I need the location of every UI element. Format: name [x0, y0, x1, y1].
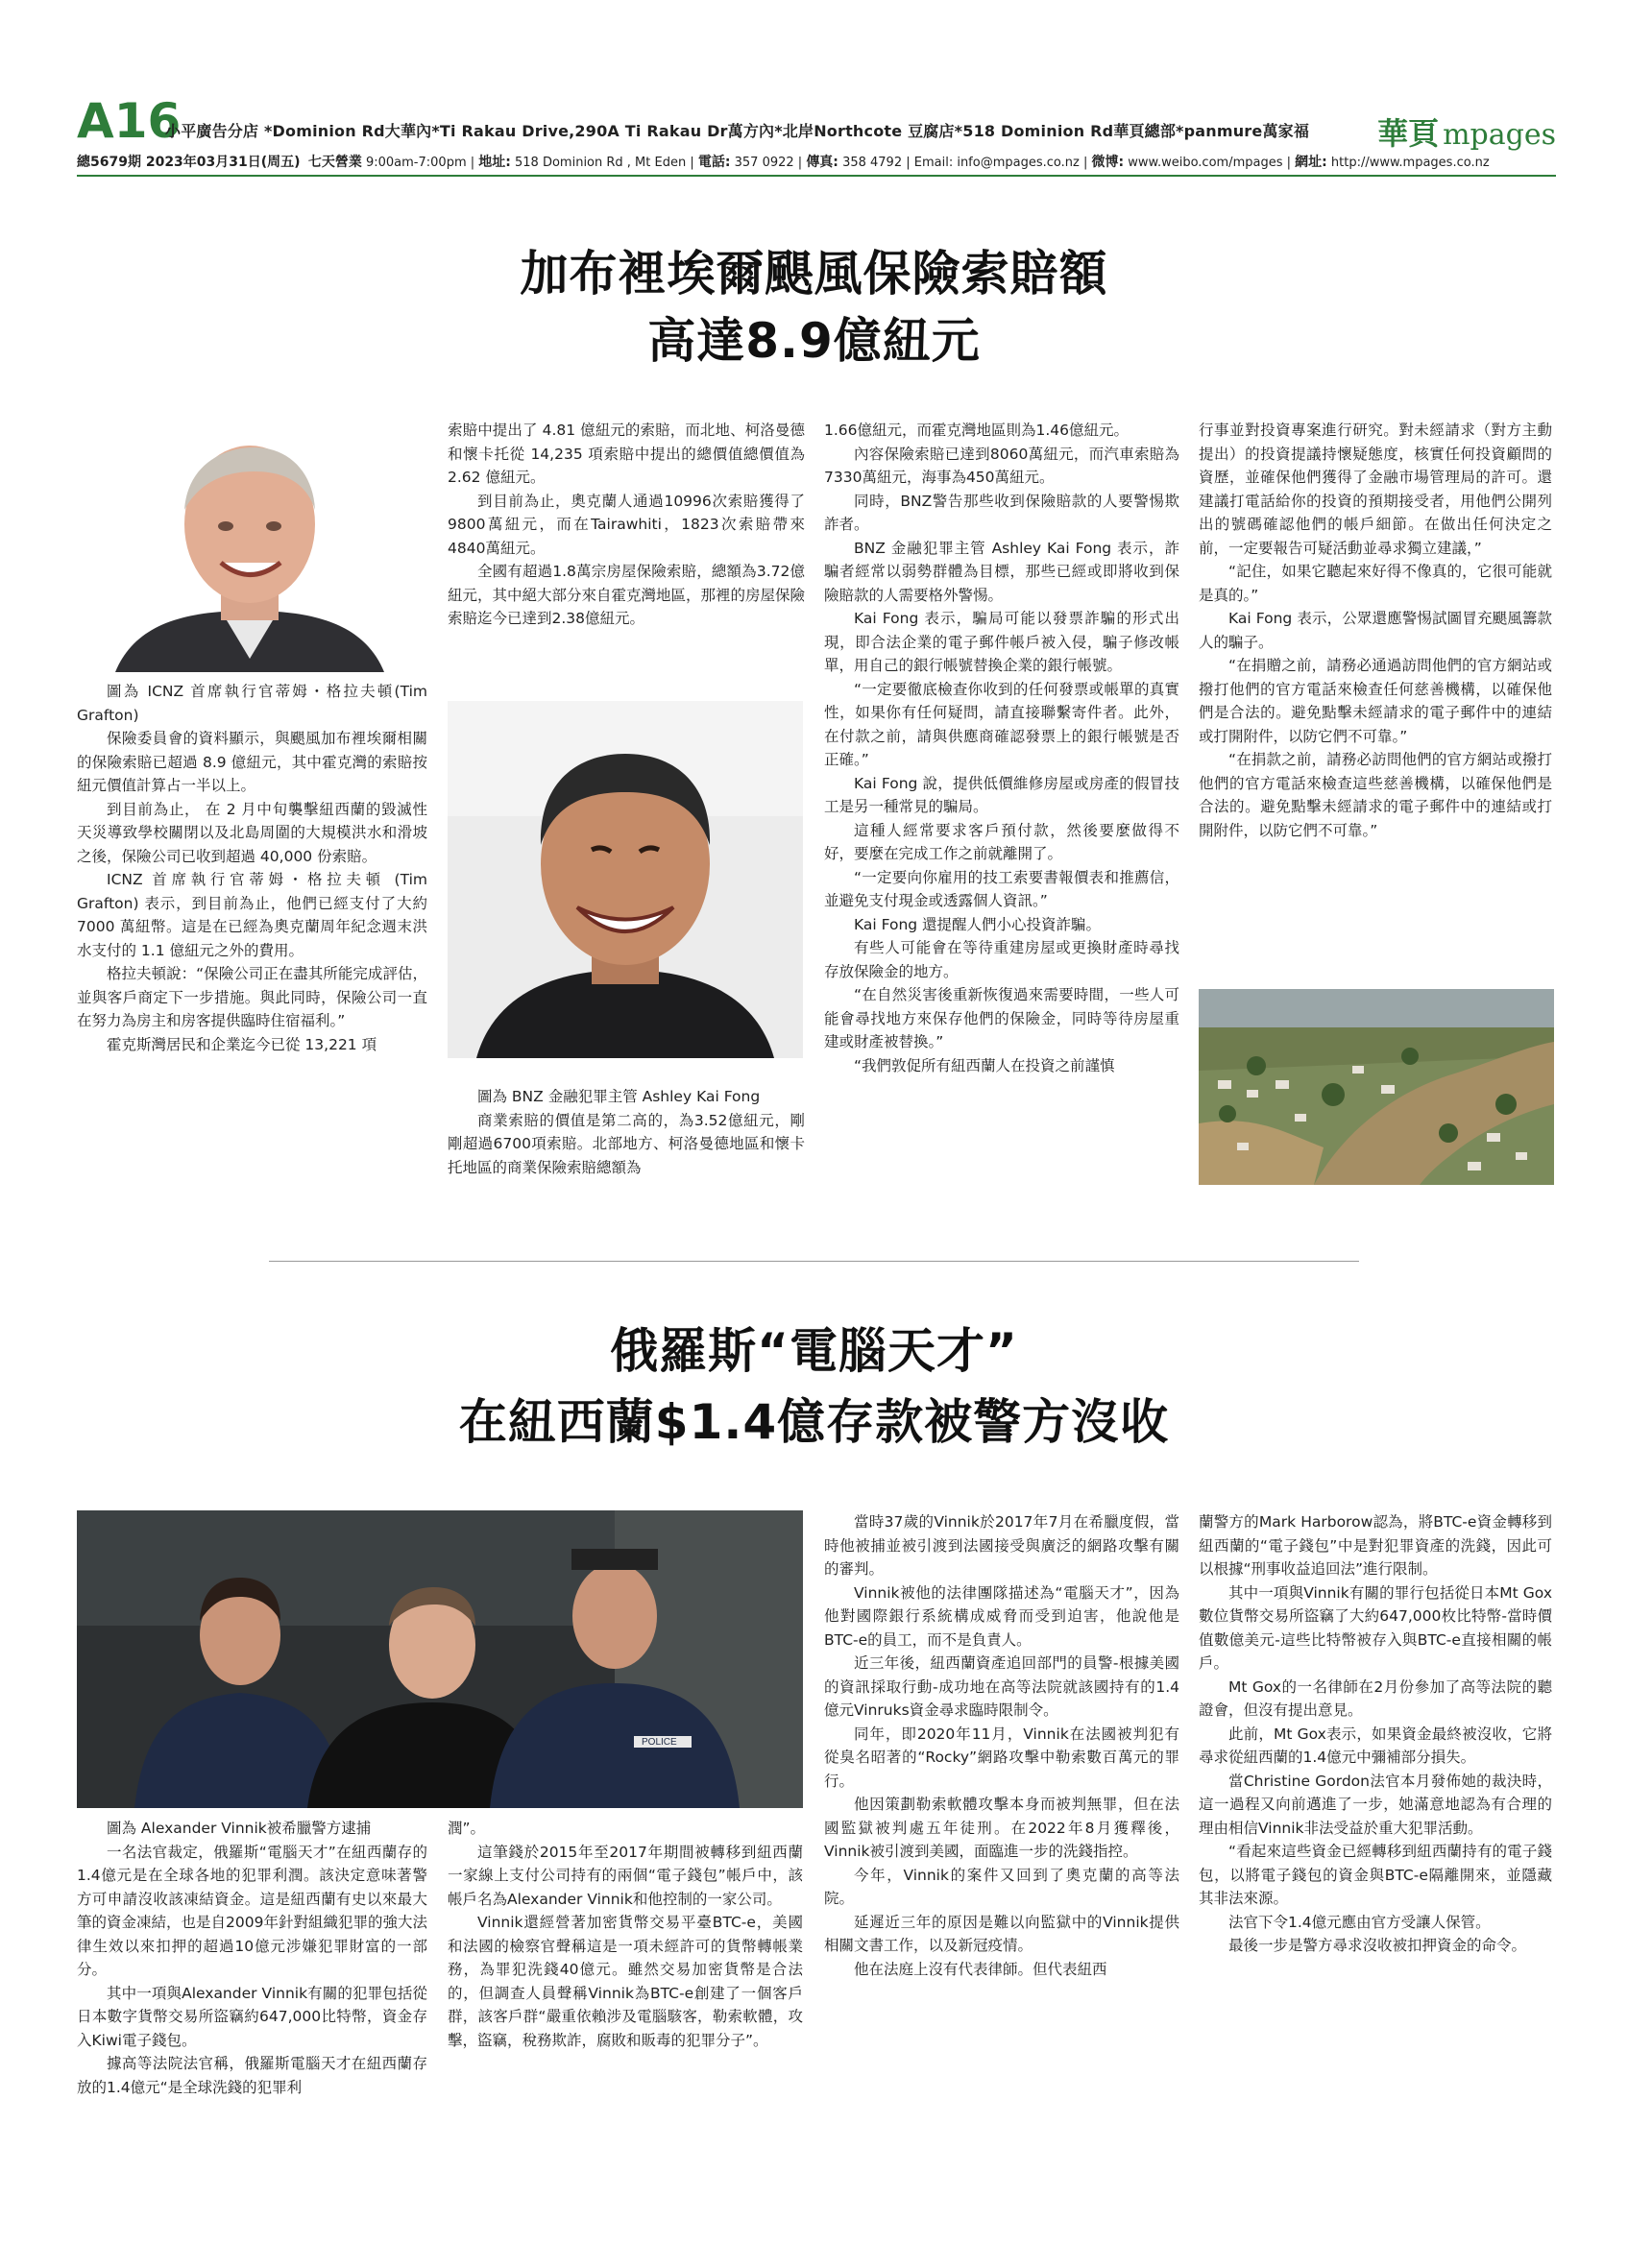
paragraph: ICNZ 首席執行官蒂姆・格拉夫頓 (Tim Grafton) 表示，到目前為止，他們已經支付了大約 7000 萬紐幣。這是在已經為奧克蘭周年紀念週末洪水支付的 1.1 億紐元之外的費用。: [77, 871, 427, 959]
paragraph: Kai Fong 表示，公眾還應警惕試圖冒充颶風籌款人的騙子。: [1199, 610, 1552, 651]
paragraph: BNZ 金融犯罪主管 Ashley Kai Fong 表示，詐騙者經常以弱勢群體為目標，那些已經或即將收到保險賠款的人需要格外警惕。: [824, 539, 1179, 604]
paragraph: 一名法官裁定，俄羅斯“電腦天才”在紐西蘭存的1.4億元是在全球各地的犯罪利潤。該決定意味著警方可申請沒收該凍結資金。這是紐西蘭有史以來最大筆的資金凍結，也是自2009年針對組織犯罪的強大法律生效以來扣押的超過10億元涉嫌犯罪財富的一部分。: [77, 1843, 427, 1978]
paragraph: 有些人可能會在等待重建房屋或更換財產時尋找存放保險金的地方。: [824, 939, 1179, 980]
article1-column-1: [77, 680, 427, 1056]
photo-ashley-kai-fong: [448, 701, 803, 1058]
paragraph: 內容保險索賠已達到8060萬紐元，而汽車索賠為7330萬紐元，海事為450萬紐元。: [824, 445, 1179, 486]
paragraph: 其中一項與Alexander Vinnik有關的犯罪包括從日本數字貨幣交易所盜竊約647,000比特幣，資金存入Kiwi電子錢包。: [77, 1984, 427, 2049]
paragraph: Kai Fong 表示，騙局可能以發票詐騙的形式出現，即合法企業的電子郵件帳戶被入侵，騙子修改帳單，用自己的銀行帳號替換企業的銀行帳號。: [824, 610, 1179, 674]
paragraph: 霍克斯灣居民和企業迄今已從 13,221 項: [107, 1035, 377, 1053]
paragraph: 同年，即2020年11月，Vinnik在法國被判犯有從臭名昭著的“Rocky”網路攻擊中勒索數百萬元的罪行。: [824, 1725, 1179, 1790]
paragraph: 據高等法院法官稱，俄羅斯電腦天才在紐西蘭存放的1.4億元“是全球洗錢的犯罪利: [77, 2055, 427, 2096]
paragraph: “在捐款之前，請務必訪問他們的官方網站或撥打他們的官方電話來檢查這些慈善機構，以確保他們是合法的。避免點擊未經請求的電子郵件中的連結或打開附件，以防它們不可靠。”: [1199, 751, 1552, 839]
article2-column-3: [824, 1510, 1179, 1981]
article1-column-2-bottom: [448, 1085, 805, 1179]
paragraph: Vinnik還經營著加密貨幣交易平臺BTC-e，美國和法國的檢察官聲稱這是一項未經許可的貨幣轉帳業務，為罪犯洗錢40億元。雖然交易加密貨幣是合法的，但調查人員聲稱Vinnik為BTC-e創建了一個客戶群，該客戶群“嚴重依賴涉及電腦駭客，勒索軟體，攻擊，盜竊，稅務欺詐，腐敗和販毒的犯罪分子”。: [448, 1914, 803, 2049]
header-info-line: 總5679期 2023年03月31日(周五) 七天營業 9:00am-7:00pm | 地址: 518 Dominion Rd , Mt Eden | 電話: 357 0922 | 傳真: 358 4792 | Email: info@mpages.co.nz | 微博: www.weibo.com/mpages | 網址: http://www.mpages.co.nz: [77, 155, 1490, 170]
photo2-caption: 圖為 BNZ 金融犯罪主管 Ashley Kai Fong: [477, 1088, 761, 1105]
article1-column-3: [824, 419, 1179, 1077]
paragraph: 行事並對投資專案進行研究。對未經請求（對方主動提出）的投資提議持懷疑態度，核實任何投資顧問的資歷，並確保他們獲得了金融市場管理局的許可。還建議打電話給你的投資的預期接受者，用他們公開列出的號碼確認他們的帳戶細節。在做出任何決定之前，一定要報告可疑活動並尋求獨立建議，”: [1199, 422, 1552, 557]
paragraph: 保險委員會的資料顯示，與颶風加布裡埃爾相關的保險索賠已超過 8.9 億紐元，其中霍克灣的索賠按紐元價值計算占一半以上。: [77, 730, 427, 794]
paragraph: 當時37歲的Vinnik於2017年7月在希臘度假，當時他被捕並被引渡到法國接受與廣泛的網路攻擊有關的審判。: [824, 1513, 1179, 1578]
article2-headline-line2: 在紐西蘭$1.4億存款被警方沒收: [458, 1394, 1170, 1450]
article2-column-1: [77, 1817, 427, 2099]
article-divider: [269, 1261, 1359, 1262]
article1-headline-line2: 高達8.9億紐元: [647, 313, 981, 369]
header-rule: [77, 175, 1556, 177]
website: http://www.mpages.co.nz: [1330, 156, 1490, 170]
photo1-caption: 圖為 ICNZ 首席執行官蒂姆・格拉夫頓(Tim Grafton): [77, 683, 427, 724]
fax: 358 4792: [842, 156, 903, 170]
mpages-logo: [1377, 109, 1556, 154]
paragraph: 最後一步是警方尋求沒收被扣押資金的命令。: [1228, 1937, 1527, 1954]
phone: 357 0922: [734, 156, 794, 170]
paragraph: 到目前為止， 在 2 月中旬襲擊紐西蘭的毀滅性天災導致學校關閉以及北島周圍的大規模洪水和滑坡之後，保險公司已收到超過 40,000 份索賠。: [77, 800, 427, 865]
photo-flood-aerial: [1199, 989, 1554, 1185]
email: Email: info@mpages.co.nz: [913, 156, 1080, 170]
article2-column-4: [1199, 1510, 1552, 1958]
article1-headline-line1: 加布裡埃爾颶風保險索賠額: [520, 246, 1108, 302]
paragraph: Kai Fong 說，提供低價維修房屋或房產的假冒技工是另一種常見的騙局。: [824, 774, 1179, 815]
article2-column-2: [448, 1817, 803, 2052]
paragraph: 這種人經常要求客戶預付款，然後要麼做得不好，要麼在完成工作之前就離開了。: [824, 821, 1179, 862]
paragraph: 潤”。: [448, 1820, 486, 1837]
web-label: 網址:: [1295, 155, 1327, 170]
page-number: A16: [77, 93, 182, 149]
paragraph: “記住，如果它聽起來好得不像真的，它很可能就是真的。”: [1199, 563, 1552, 604]
paragraph: 他因策劃勒索軟體攻擊本身而被判無罪，但在法國監獄被判處五年徒刑。在2022年8月獲釋後，Vinnik被引渡到美國，面臨進一步的洗錢指控。: [824, 1796, 1179, 1860]
paragraph: 當Christine Gordon法官本月發佈她的裁決時，這一過程又向前邁進了一步，她滿意地認為有合理的理由相信Vinnik非法受益於重大犯罪活動。: [1199, 1772, 1552, 1837]
paragraph: “看起來這些資金已經轉移到紐西蘭持有的電子錢包，以將電子錢包的資金與BTC-e隔離開來，並隱藏其非法來源。: [1199, 1843, 1552, 1907]
paragraph: 1.66億紐元，而霍克灣地區則為1.46億紐元。: [824, 422, 1130, 439]
paragraph: “一定要向你雇用的技工索要書報價表和推薦信，並避免支付現金或透露個人資訊。”: [824, 868, 1179, 909]
paragraph: 全國有超過1.8萬宗房屋保險索賠，總額為3.72億紐元，其中絕大部分來自霍克灣地區，那裡的房屋保險索賠迄今已達到2.38億紐元。: [448, 563, 806, 627]
paragraph: 蘭警方的Mark Harborow認為，將BTC-e資金轉移到紐西蘭的“電子錢包”中是對犯罪資產的洗錢，因此可以根據“刑事收益追回法”進行限制。: [1199, 1513, 1552, 1578]
address-label: 地址:: [478, 155, 511, 170]
paragraph: “一定要徹底檢查你收到的任何發票或帳單的真實性，如果你有任何疑問，請直接聯繫寄件者。此外，在付款之前，請與供應商確認發票上的銀行帳號是否正確。”: [824, 680, 1179, 768]
paragraph: 近三年後，紐西蘭資產追回部門的員警-根據美國的資訊採取行動-成功地在高等法院就該國持有的1.4億元Vinruks資金尋求臨時限制令。: [824, 1654, 1179, 1719]
paragraph: 格拉夫頓說：“保險公司正在盡其所能完成評估，並與客戶商定下一步措施。與此同時，保險公司一直在努力為房主和房客提供臨時住宿福利。”: [77, 965, 427, 1029]
article1-column-2-top: [448, 419, 805, 631]
photo-caption: 圖為 Alexander Vinnik被希臘警方逮捕: [107, 1820, 372, 1837]
paragraph: 到目前為止，奧克蘭人通過10996次索賠獲得了9800萬紐元，而在Tairawhiti，1823次索賠帶來4840萬紐元。: [448, 492, 805, 557]
paragraph: 今年，Vinnik的案件又回到了奧克蘭的高等法院。: [824, 1866, 1179, 1907]
paragraph: 法官下令1.4億元應由官方受讓人保管。: [1228, 1913, 1491, 1931]
paragraph: 同時，BNZ警告那些收到保險賠款的人要警惕欺詐者。: [824, 492, 1179, 533]
weibo-label: 微博:: [1091, 155, 1125, 170]
weibo: www.weibo.com/mpages: [1128, 156, 1283, 170]
article1-column-4: [1199, 419, 1552, 842]
paragraph: Vinnik被他的法律團隊描述為“電腦天才”，因為他對國際銀行系統構成威脅而受到迫害，他說他是BTC-e的員工，而不是負責人。: [824, 1583, 1179, 1649]
paragraph: 他在法庭上沒有代表律師。但代表紐西: [854, 1960, 1107, 1978]
issue-date: 總5679期 2023年03月31日(周五): [77, 155, 301, 170]
logo-hanzi: 華頁: [1377, 115, 1440, 152]
photo-tim-grafton: [77, 419, 423, 672]
paragraph: “在捐贈之前，請務必通過訪問他們的官方網站或撥打他們的官方電話來檢查任何慈善機構，以確保他們是合法的。避免點擊未經請求的電子郵件中的連結或打開附件，以防它們不可靠。”: [1199, 657, 1552, 745]
page-header: [77, 94, 1556, 182]
branch-address-line: 小平廣告分店 *Dominion Rd大華內*Ti Rakau Drive,290A Ti Rakau Dr萬方內*北岸Northcote 豆腐店*518 Dominion Rd華頁總部*panmure萬家福: [165, 122, 1310, 140]
paragraph: 此前，Mt Gox表示，如果資金最終被沒收，它將尋求從紐西蘭的1.4億元中彌補部分損失。: [1199, 1725, 1552, 1766]
police-badge-text: POLICE: [642, 1737, 677, 1748]
logo-text: mpages: [1443, 118, 1556, 152]
paragraph: Mt Gox的一名律師在2月份參加了高等法院的聽證會，但沒有提出意見。: [1199, 1677, 1552, 1719]
paragraph: 索賠中提出了 4.81 億紐元的索賠，而北地、柯洛曼德和懷卡托從 14,235 項索賠中提出的總價值總價值為 2.62 億紐元。: [448, 422, 805, 486]
hours-label: 七天營業: [307, 155, 362, 170]
paragraph: 其中一項與Vinnik有關的罪行包括從日本Mt Gox數位貨幣交易所盜竊了大約647,000枚比特幣-當時價值數億美元-這些比特幣被存入與BTC-e直接相關的帳戶。: [1199, 1583, 1552, 1672]
address: 518 Dominion Rd , Mt Eden: [515, 156, 687, 170]
paragraph: “在自然災害後重新恢復過來需要時間，一些人可能會尋找地方來保存他們的保險金，同時等待房屋重建或財產被替換。”: [824, 986, 1179, 1050]
paragraph: 商業索賠的價值是第二高的，為3.52億紐元，剛剛超過6700項索賠。北部地方、柯洛曼德地區和懷卡托地區的商業保險索賠總額為: [448, 1111, 805, 1176]
paragraph: Kai Fong 還提醒人們小心投資詐騙。: [854, 915, 1102, 933]
article2-headline-line1: 俄羅斯“電腦天才”: [610, 1323, 1018, 1379]
fax-label: 傳真:: [806, 155, 838, 170]
paragraph: 這筆錢於2015年至2017年期間被轉移到紐西蘭一家線上支付公司持有的兩個“電子錢包”帳戶中，該帳戶名為Alexander Vinnik和他控制的一家公司。: [448, 1843, 803, 1908]
phone-label: 電話:: [697, 155, 731, 170]
paragraph: 延遲近三年的原因是難以向監獄中的Vinnik提供相關文書工作，以及新冠疫情。: [824, 1913, 1179, 1954]
photo-vinnik-arrest: [77, 1510, 803, 1808]
hours: 9:00am-7:00pm: [365, 156, 467, 170]
paragraph: “我們敦促所有紐西蘭人在投資之前謹慎: [854, 1056, 1115, 1074]
